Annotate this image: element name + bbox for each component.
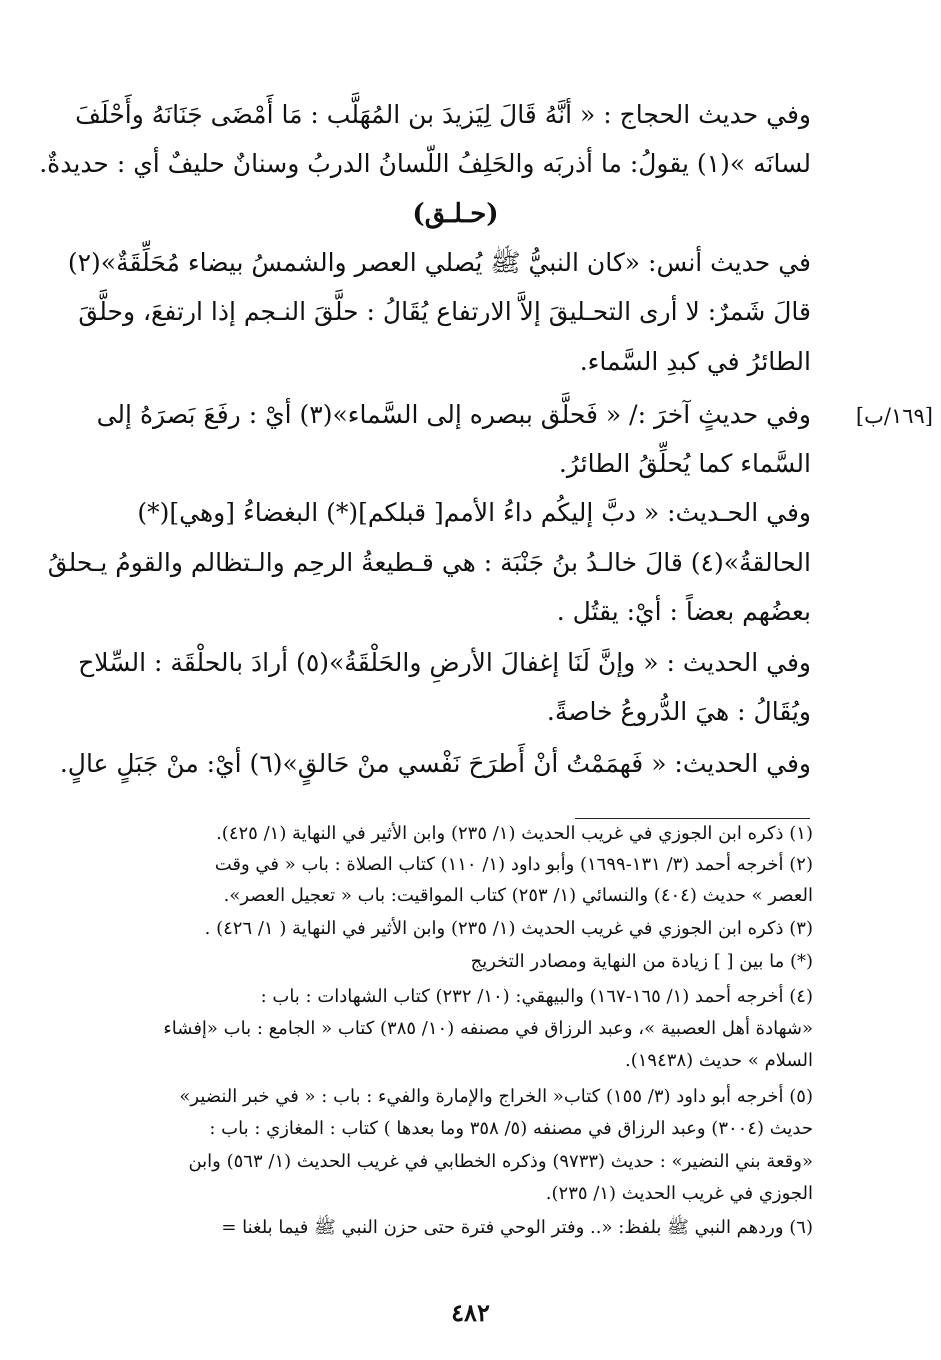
- section-heading: (حـلـق): [412, 199, 499, 229]
- main-text-line: وفي حديثٍ آخرَ :/ « فَحلَّق ببصره إلى السَّماء»(٣) أيْ : رفَعَ بَصرَهُ إلى: [96, 400, 811, 429]
- footnote-line: السلام » حديث (١٩٤٣٨).: [625, 1050, 813, 1071]
- main-text-line: بعضُهم بعضاً : أيْ: يقتُل .: [556, 597, 811, 626]
- footnote-line: (٤) أخرجه أحمد (١/ ١٦٥-١٦٧) والبيهقي: (١٠/ ٢٣٢) كتاب الشهادات : باب :: [260, 986, 813, 1007]
- main-text-line: الطائرُ في كبدِ السَّماء.: [579, 347, 811, 376]
- folio-margin-note: [١٦٩/ب]: [855, 404, 933, 428]
- main-text-line: وفي الحديث : « وإنَّ لَنَا إغفالَ الأرضِ والحَلْقَةُ»(٥) أرادَ بالحلْقَة : السِّلاح: [78, 648, 811, 677]
- main-text-line: قالَ شَمرٌ: لا أرى التحـليقَ إلاَّ الارتفاع يُقَالُ : حلَّقَ النـجم إذا ارتفعَ، وحلَّقَ: [78, 297, 811, 326]
- footnote-separator: [575, 818, 810, 819]
- footnote-line: (*) ما بين [ ] زيادة من النهاية ومصادر التخريج: [470, 951, 813, 972]
- footnote-line: «شهادة أهل العصبية »، وعبد الرزاق في مصنفه (١٠/ ٣٨٥) كتاب « الجامع : باب «إفشاء: [163, 1018, 813, 1039]
- main-text-line: لسانَه »(١) يقولُ: ما أذربَه والحَلِفُ اللّسانُ الدربُ وسنانٌ حليفٌ أي : حديدةٌ.: [39, 149, 811, 178]
- footnote-line: العصر » حديث (٤٠٤) والنسائي (١/ ٢٥٣) كتاب المواقيت: باب « تعجيل العصر».: [223, 885, 813, 906]
- main-text-line: وفي الحديث: « فَهمَمْتُ أنْ أَطرَحَ نَفْسي منْ حَالقٍ»(٦) أيْ: منْ جَبَلٍ عالٍ.: [59, 749, 811, 778]
- footnote-line: «وقعة بني النضير» : حديث (٩٧٣٣) وذكره الخطابي في غريب الحديث (١/ ٥٦٣) وابن: [188, 1151, 813, 1172]
- footnote-line: (٦) وردهم النبي ﷺ بلفظ: «.. وفتر الوحي فترة حتى حزن النبي ﷺ فيما بلغنا =: [221, 1217, 813, 1238]
- main-text-line: وفي حديث الحجاج : « أنَّهُ قَالَ لِيَزيدَ بن المُهَلَّب : مَا أَمْضَى جَنَانَهُ وأَحْلَفَ: [75, 100, 811, 129]
- footnote-line: حديث (٣٠٠٤) وعبد الرزاق في مصنفه (٥/ ٣٥٨ وما بعدها ) كتاب : المغازي : باب :: [209, 1118, 813, 1139]
- page-number: ٤٨٢: [451, 1298, 490, 1327]
- main-text-line: في حديث أنس: «كان النبيُّ ﷺ يُصلي العصر والشمسُ بيضاء مُحَلِّقَةٌ»(٢): [67, 248, 811, 277]
- main-text-line: ويُقَالُ : هيَ الدُّروعُ خاصةً.: [546, 697, 811, 726]
- footnote-line: (٢) أخرجه أحمد (٣/ ١٣١-١٦٩٩) وأبو داود (١/ ١١٠) كتاب الصلاة : باب « في وقت: [214, 854, 813, 875]
- footnote-line: (٥) أخرجه أبو داود (٣/ ١٥٥) كتاب« الخراج والإمارة والفيء : باب : « في خبر النضير»: [179, 1086, 813, 1107]
- footnote-line: الجوزي في غريب الحديث (١/ ٢٣٥).: [545, 1183, 813, 1204]
- main-text-line: وفي الحـديث: « دبَّ إليكُم داءُ الأمم[ قبلكم](*) البغضاءُ [وهي](*): [137, 498, 811, 527]
- footnote-line: (٣) ذكره ابن الجوزي في غريب الحديث (١/ ٢٣٥) وابن الأثير في النهاية ( ١/ ٤٢٦) .: [204, 918, 813, 939]
- footnote-line: (١) ذكره ابن الجوزي في غريب الحديث (١/ ٢٣٥) وابن الأثير في النهاية (١/ ٤٢٥).: [216, 823, 813, 844]
- main-text-line: الحالقةُ»(٤) قالَ خالـدُ بنُ جَنْبَة : هي قـطيعةُ الرحِم والـتظالم والقومُ يـحلقُ: [47, 548, 811, 577]
- main-text-line: السَّماء كما يُحلِّقُ الطائرُ.: [558, 449, 811, 478]
